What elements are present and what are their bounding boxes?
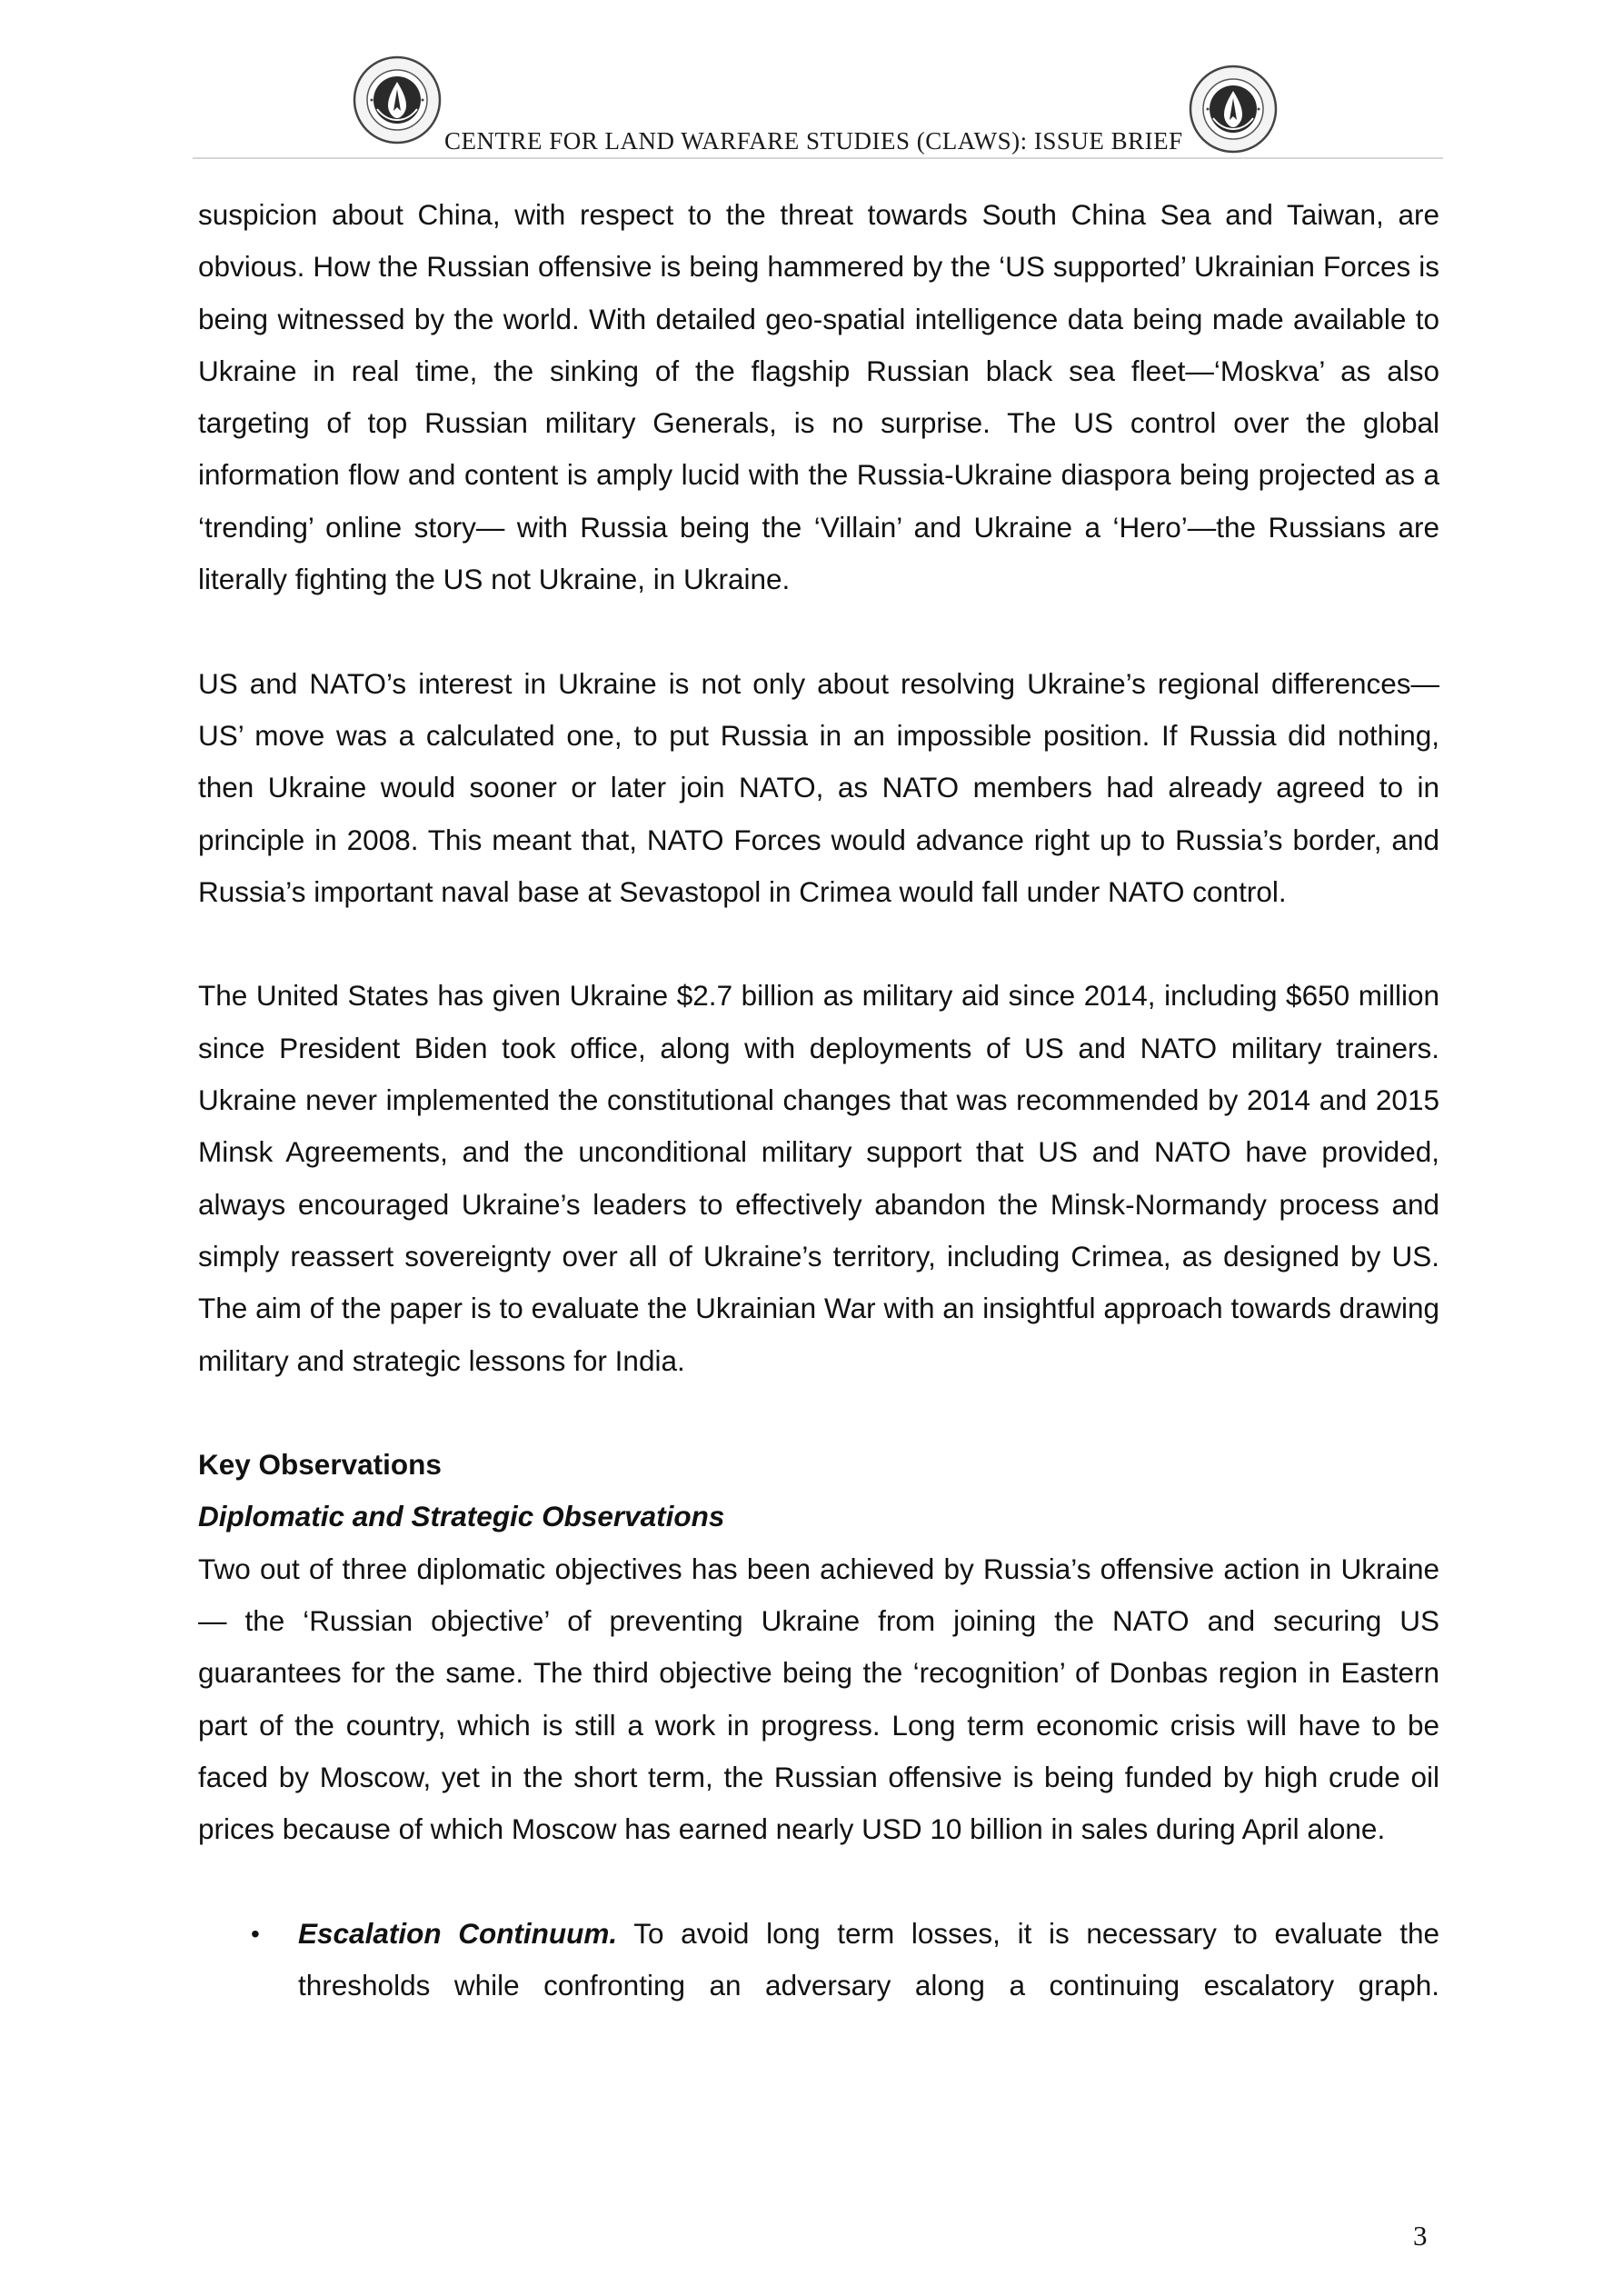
bullet-item [198, 1908, 1439, 2012]
section-heading: Key Observations [198, 1448, 442, 1482]
bullet-text: To avoid long term losses, it is necessary to evaluate the thresholds while confronting an adversary along a continuing escalatory graph. [298, 1916, 1439, 2002]
body-paragraph: US and NATO’s interest in Ukraine is not only about resolving Ukraine’s regional differences— US’ move was a calculated one, to put Russia in an impossible position. If Russia did nothing, then Ukraine would sooner or later join NATO, as NATO members had already agreed to in principle in 2008. This meant that, NATO Forces would advance right up to Russia’s border, and Russia’s important naval base at Sevastopol in Crimea would fall under NATO control. [198, 666, 1439, 908]
bullet-lead: Escalation Continuum. [298, 1916, 618, 1950]
bullet-marker: • [251, 1919, 260, 1948]
section-body: Two out of three diplomatic objectives has been achieved by Russia’s offensive action in Ukraine — the ‘Russian objective’ of preventing Ukraine from joining the NATO and securing US guarantees for the same. The third objective being the ‘recognition’ of Donbas region in Eastern part of the country, which is still a work in progress. Long term economic crisis will have to be faced by Moscow, yet in the short term, the Russian offensive is being funded by high crude oil prices because of which Moscow has earned nearly USD 10 billion in sales during April alone. [198, 1552, 1439, 1846]
section-subheading: Diplomatic and Strategic Observations [198, 1500, 725, 1533]
header-title: CENTRE FOR LAND WARFARE STUDIES (CLAWS): ISSUE BRIEF [444, 127, 1183, 155]
page-header [193, 55, 1443, 159]
claws-emblem-icon [1188, 64, 1279, 155]
document-body [198, 189, 1439, 2011]
claws-emblem-icon [352, 55, 443, 145]
body-paragraph: The United States has given Ukraine $2.7 billion as military aid since 2014, including $650 million since President Biden took office, along with deployments of US and NATO military trainers. Ukraine never implemented the constitutional changes that was recommended by 2014 and 2015 Minsk Agreements, and the unconditional military support that US and NATO have provided, always encouraged Ukraine’s leaders to effectively abandon the Minsk-Normandy process and simply reassert sovereignty over all of Ukraine’s territory, including Crimea, as designed by US. The aim of the paper is to evaluate the Ukrainian War with an insightful approach towards drawing military and strategic lessons for India. [198, 979, 1439, 1377]
page-number: 3 [1413, 2220, 1428, 2251]
header-divider [193, 157, 1443, 159]
body-paragraph: suspicion about China, with respect to the threat towards South China Sea and Taiwan, are obvious. How the Russian offensive is being hammered by the ‘US supported’ Ukrainian Forces is being witnessed by the world. With detailed geo-spatial intelligence data being made available to Ukraine in real time, the sinking of the flagship Russian black sea fleet—‘Moskva’ as also targeting of top Russian military Generals, is no surprise. The US control over the global information flow and content is amply lucid with the Russia-Ukraine diaspora being projected as a ‘trending’ online story— with Russia being the ‘Villain’ and Ukraine a ‘Hero’—the Russians are literally fighting the US not Ukraine, in Ukraine. [198, 198, 1439, 596]
